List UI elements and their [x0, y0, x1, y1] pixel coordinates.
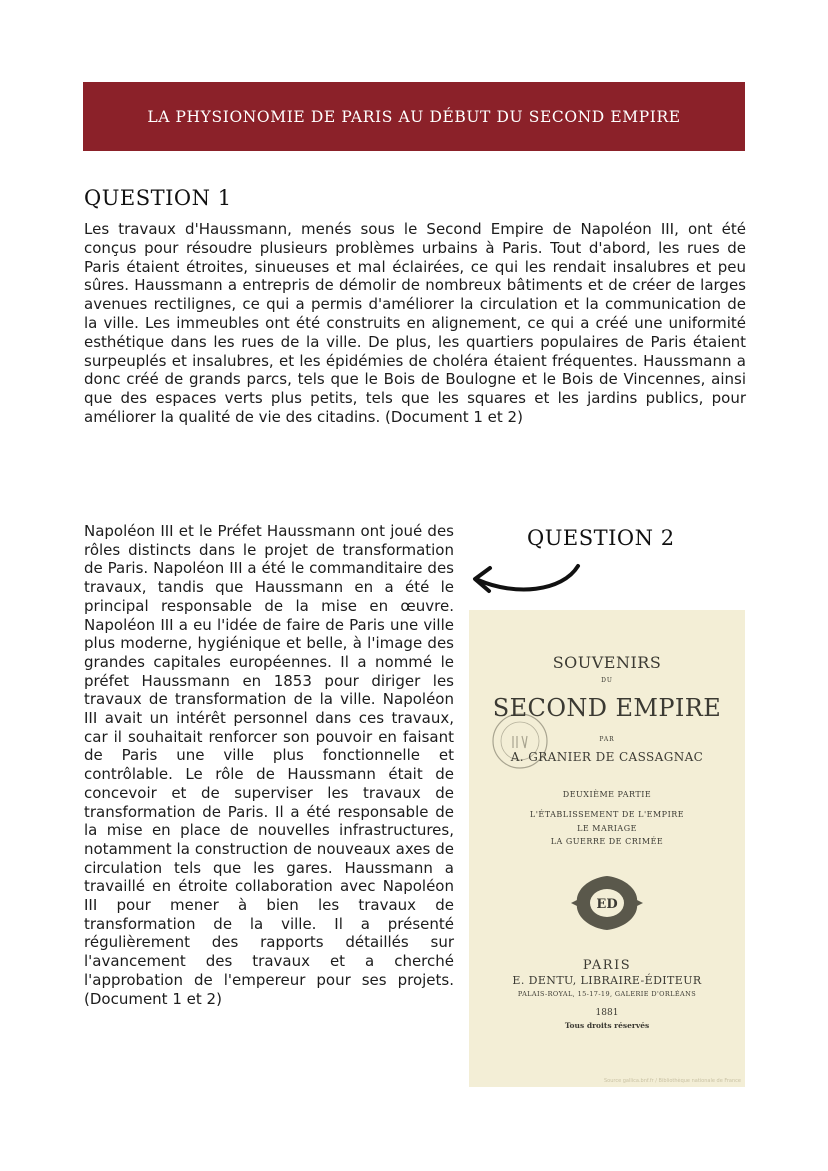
book-cover-scan	[469, 610, 745, 1087]
book-subtitle-3: LA GUERRE DE CRIMÉE	[550, 837, 664, 846]
book-part: DEUXIÈME PARTIE	[562, 790, 652, 799]
book-title-line1: SOUVENIRS	[552, 653, 662, 672]
source-credit: Source gallica.bnf.fr / Bibliothèque nationale de France	[603, 1078, 741, 1084]
question-2-heading: QUESTION 2	[527, 526, 675, 550]
svg-text:ED: ED	[596, 897, 618, 912]
curved-arrow-left-icon	[470, 560, 585, 602]
book-subtitle-1: L'ÉTABLISSEMENT DE L'EMPIRE	[529, 810, 685, 819]
book-subtitle-2: LE MARIAGE	[577, 824, 637, 833]
book-rights: Tous droits réservés	[564, 1021, 650, 1030]
question-1-answer: Les travaux d'Haussmann, menés sous le Second Empire de Napoléon III, ont été conçus pour résoudre plusieurs problèmes urbains à Paris. Tout d'abord, les rues de Paris étaient étroites, sinueuses et mal éclairées, ce qui les rendait insalubres et peu sûres. Haussmann a entrepris de démolir de nombreux bâtiments et de créer de larges avenues rectilignes, ce qui a permis d'améliorer la circulation et la communication de la ville. Les immeubles ont été construits en alignement, ce qui a créé une uniformité esthétique dans les rues de la ville. De plus, les quartiers populaires de Paris étaient surpeuplés et insalubres, et les épidémies de choléra étaient fréquentes. Haussmann a donc créé de grands parcs, tels que le Bois de Boulogne et le Bois de Vincennes, ainsi que des espaces verts plus petits, tels que les squares et les jardins publics, pour améliorer la qualité de vie des citadins. (Document 1 et 2)	[84, 220, 746, 426]
book-publisher: E. DENTU, LIBRAIRE-ÉDITEUR	[512, 974, 702, 987]
book-par: PAR	[599, 736, 615, 743]
book-author: A. GRANIER DE CASSAGNAC	[510, 750, 704, 764]
publisher-emblem-icon	[569, 872, 645, 934]
book-address: PALAIS-ROYAL, 15-17-19, GALERIE D'ORLÉANS	[517, 990, 697, 998]
book-city: PARIS	[582, 958, 632, 973]
book-year: 1881	[595, 1008, 619, 1018]
title-banner	[83, 82, 745, 151]
question-1-heading: QUESTION 1	[84, 186, 232, 210]
book-du: DU	[601, 677, 613, 684]
question-2-answer: Napoléon III et le Préfet Haussmann ont joué des rôles distincts dans le projet de transformation de Paris. Napoléon III a été le commanditaire des travaux, tandis que Haussmann en a été le principal responsable de la mise en œuvre. Napoléon III a eu l'idée de faire de Paris une ville plus moderne, hygiénique et belle, à l'image des grandes capitales européennes. Il a nommé le préfet Haussmann en 1853 pour diriger les travaux de transformation de la ville. Napoléon III avait un intérêt personnel dans ces travaux, car il souhaitait renforcer son pouvoir en faisant de Paris une ville plus fonctionnelle et contrôlable. Le rôle de Haussmann était de concevoir et de superviser les travaux de transformation de Paris. Il a été responsable de la mise en place de nouvelles infrastructures, notamment la construction de nouveaux axes de circulation tels que les gares. Haussmann a travaillé en étroite collaboration avec Napoléon III pour mener à bien les travaux de transformation de la ville. Il a présenté régulièrement des rapports détaillés sur l'avancement des travaux et a cherché l'approbation de l'empereur pour ses projets. (Document 1 et 2)	[84, 522, 454, 1008]
page-title: LA PHYSIONOMIE DE PARIS AU DÉBUT DU SECOND EMPIRE	[147, 107, 681, 126]
book-title-line2: SECOND EMPIRE	[492, 694, 722, 722]
